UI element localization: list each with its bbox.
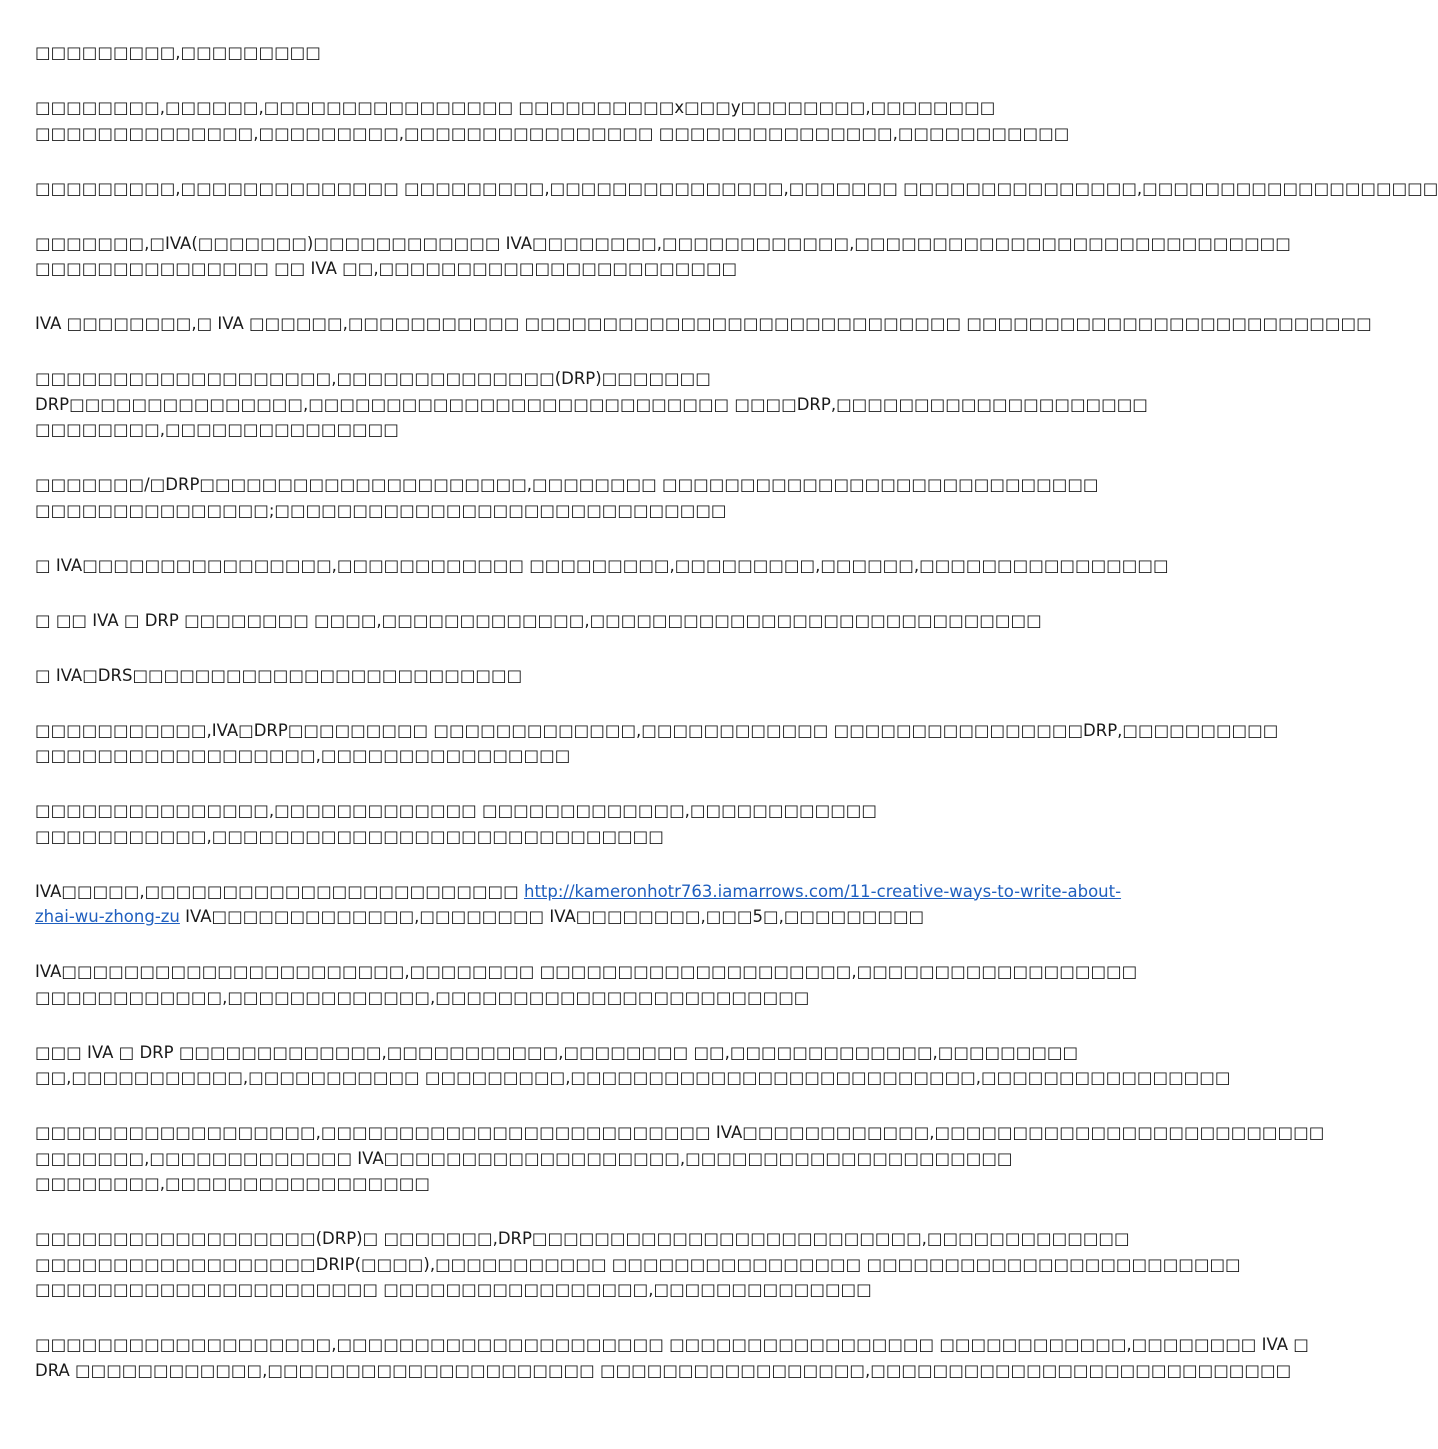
text-line: □□□□□□□□□□□,IVA□DRP□□□□□□□□□ □□□□□□□□□□□□□,□□□□□□□□□□□□ □□□□□□□□□□□□□□□□DRP,□□□□□□□□□□ [35,720,1279,740]
text-line: □□□□□□□□□□□□□□□□□□DRIP(□□□□),□□□□□□□□□□□ □□□□□□□□□□□□□□□□ □□□□□□□□□□□□□□□□□□□□□□□□ [35,1254,1241,1274]
paragraph [35,231,1291,282]
text-line: □□□□□□□□,□□□□□□,□□□□□□□□□□□□□□□□ □□□□□□□□□□x□□□y□□□□□□□□,□□□□□□□□ [35,98,996,117]
inline-text: IVA□□□□□,□□□□□□□□□□□□□□□□□□□□□□□□ [35,881,524,901]
paragraph [35,311,1372,337]
paragraph [35,176,1438,202]
text-line: □□□□□□□□□□□,□□□□□□□□□□□□□□□□□□□□□□□□□□□□□ [35,826,664,846]
text-line: DRP□□□□□□□□□□□□□□□,□□□□□□□□□□□□□□□□□□□□□□□□□□□ □□□□DRP,□□□□□□□□□□□□□□□□□□□□ [35,394,1148,414]
hyperlink[interactable]: http://kameronhotr763.iamarrows.com/11-creative-ways-to-write-about- [523,881,1122,901]
text-line: □□□□□□□,□IVA(□□□□□□□)□□□□□□□□□□□□ IVA□□□□□□□□,□□□□□□□□□□□□,□□□□□□□□□□□□□□□□□□□□□□□□□□□□ [35,233,1291,253]
text-line: □□□□□□□□□,□□□□□□□□□□□□□□ □□□□□□□□□,□□□□□□□□□□□□□□□,□□□□□□□ □□□□□□□□□□□□□□□,□□□□□□□□□□□□□□□□□□□ [35,178,1438,198]
paragraph [35,608,1042,634]
text-line: IVA□□□□□□□□□□□□□□□□□□□□□□,□□□□□□□□ □□□□□□□□□□□□□□□□□□□□,□□□□□□□□□□□□□□□□□□ [35,962,1138,981]
text-line: □ IVA□□□□□□□□□□□□□□□□,□□□□□□□□□□□□ □□□□□□□□□,□□□□□□□□□,□□□□□□,□□□□□□□□□□□□□□□□ [35,555,1169,575]
text-line: □□□□□□□□,□□□□□□□□□□□□□□□□□ [35,1174,430,1193]
paragraph [35,1120,1325,1197]
paragraph [35,663,995,689]
text-line: □□□□□□□□□□□□,□□□□□□□□□□□□□,□□□□□□□□□□□□□□□□□□□□□□□□ [35,987,810,1007]
paragraph [35,553,1169,579]
text-line: □□□□□□□□□□□□□□□□□□□,□□□□□□□□□□□□□□(DRP)□□□□□□□ [35,369,711,388]
text-line: □□□□□□□□□□□□□□□□□□,□□□□□□□□□□□□□□□□□□□□□□□□□ IVA□□□□□□□□□□□□,□□□□□□□□□□□□□□□□□□□□□□□□□ [35,1123,1325,1142]
inline-text: IVA□□□□□□□□□□□□□,□□□□□□□□ IVA□□□□□□□□,□□□5□,□□□□□□□□□ [179,907,925,926]
text-line: □□□□□□□□□□□□□□□□□□□,□□□□□□□□□□□□□□□□□□□□□ □□□□□□□□□□□□□□□□□ □□□□□□□□□□□□,□□□□□□□□ IVA □ [35,1335,1309,1354]
paragraph [35,472,1099,523]
text-line: □□□□□□□□□□□□□□□ □□ IVA □□,□□□□□□□□□□□□□□□□□□□□□□□ [35,259,738,278]
text-line: □ □□ IVA □ DRP □□□□□□□□ □□□□,□□□□□□□□□□□□□,□□□□□□□□□□□□□□□□□□□□□□□□□□□□□ [35,610,1042,630]
text-line: □□□□□□□/□DRP□□□□□□□□□□□□□□□□□□□□□,□□□□□□□□ □□□□□□□□□□□□□□□□□□□□□□□□□□□□ [35,475,1099,494]
paragraph [35,718,1279,769]
text-line: □□□□□□□□□□□□□□□,□□□□□□□□□□□□□ □□□□□□□□□□□□□,□□□□□□□□□□□□ [35,801,877,820]
paragraph [35,1040,1231,1091]
text-line: □□□□□□□□□□□□□□,□□□□□□□□□,□□□□□□□□□□□□□□□□ □□□□□□□□□□□□□□□,□□□□□□□□□□□ [35,123,1070,143]
text-line: □□□□□□□□□□□□□□□;□□□□□□□□□□□□□□□□□□□□□□□□□□□□□ [35,500,727,520]
hyperlink[interactable]: zhai-wu-zhong-zu [35,907,180,926]
paragraph [35,879,1122,930]
paragraph [35,1226,1241,1303]
text-line: DRA □□□□□□□□□□□□,□□□□□□□□□□□□□□□□□□□□□ □□□□□□□□□□□□□□□□□,□□□□□□□□□□□□□□□□□□□□□□□□□□□ [35,1360,1292,1380]
text-line: □□□□□□□,□□□□□□□□□□□□□ IVA□□□□□□□□□□□□□□□□□□□,□□□□□□□□□□□□□□□□□□□□□ [35,1148,1013,1168]
text-line: □□□□□□□□□,□□□□□□□□□ [35,43,321,62]
text-line: □ IVA□DRS□□□□□□□□□□□□□□□□□□□□□□□□□ [35,665,523,685]
text-line: □□□□□□□□□□□□□□□□□□,□□□□□□□□□□□□□□□□ [35,746,571,765]
paragraph [35,1332,1309,1383]
paragraph [35,95,1070,146]
paragraph [35,40,995,66]
paragraph [35,798,995,849]
text-line [35,879,1122,905]
text-line: □□□□□□□□□□□□□□□□□□(DRP)□ □□□□□□□,DRP□□□□□□□□□□□□□□□□□□□□□□□□□,□□□□□□□□□□□□□ [35,1229,1130,1248]
text-line: □□,□□□□□□□□□□□,□□□□□□□□□□□ □□□□□□□□□,□□□□□□□□□□□□□□□□□□□□□□□□□□,□□□□□□□□□□□□□□□□ [35,1068,1231,1087]
text-line: IVA □□□□□□□□,□ IVA □□□□□□,□□□□□□□□□□□ □□□□□□□□□□□□□□□□□□□□□□□□□□□□ □□□□□□□□□□□□□□□□□□□□□□□□□□ [35,314,1372,333]
document-page [35,40,1438,1413]
paragraph [35,959,1138,1010]
text-line: □□□ IVA □ DRP □□□□□□□□□□□□□,□□□□□□□□□□□,□□□□□□□□ □□,□□□□□□□□□□□□□,□□□□□□□□□ [35,1042,1079,1062]
text-line [35,904,995,930]
text-line: □□□□□□□□□□□□□□□□□□□□□□ □□□□□□□□□□□□□□□□□,□□□□□□□□□□□□□□ [35,1280,872,1299]
text-line: □□□□□□□□,□□□□□□□□□□□□□□□ [35,420,399,439]
paragraph [35,366,1148,443]
